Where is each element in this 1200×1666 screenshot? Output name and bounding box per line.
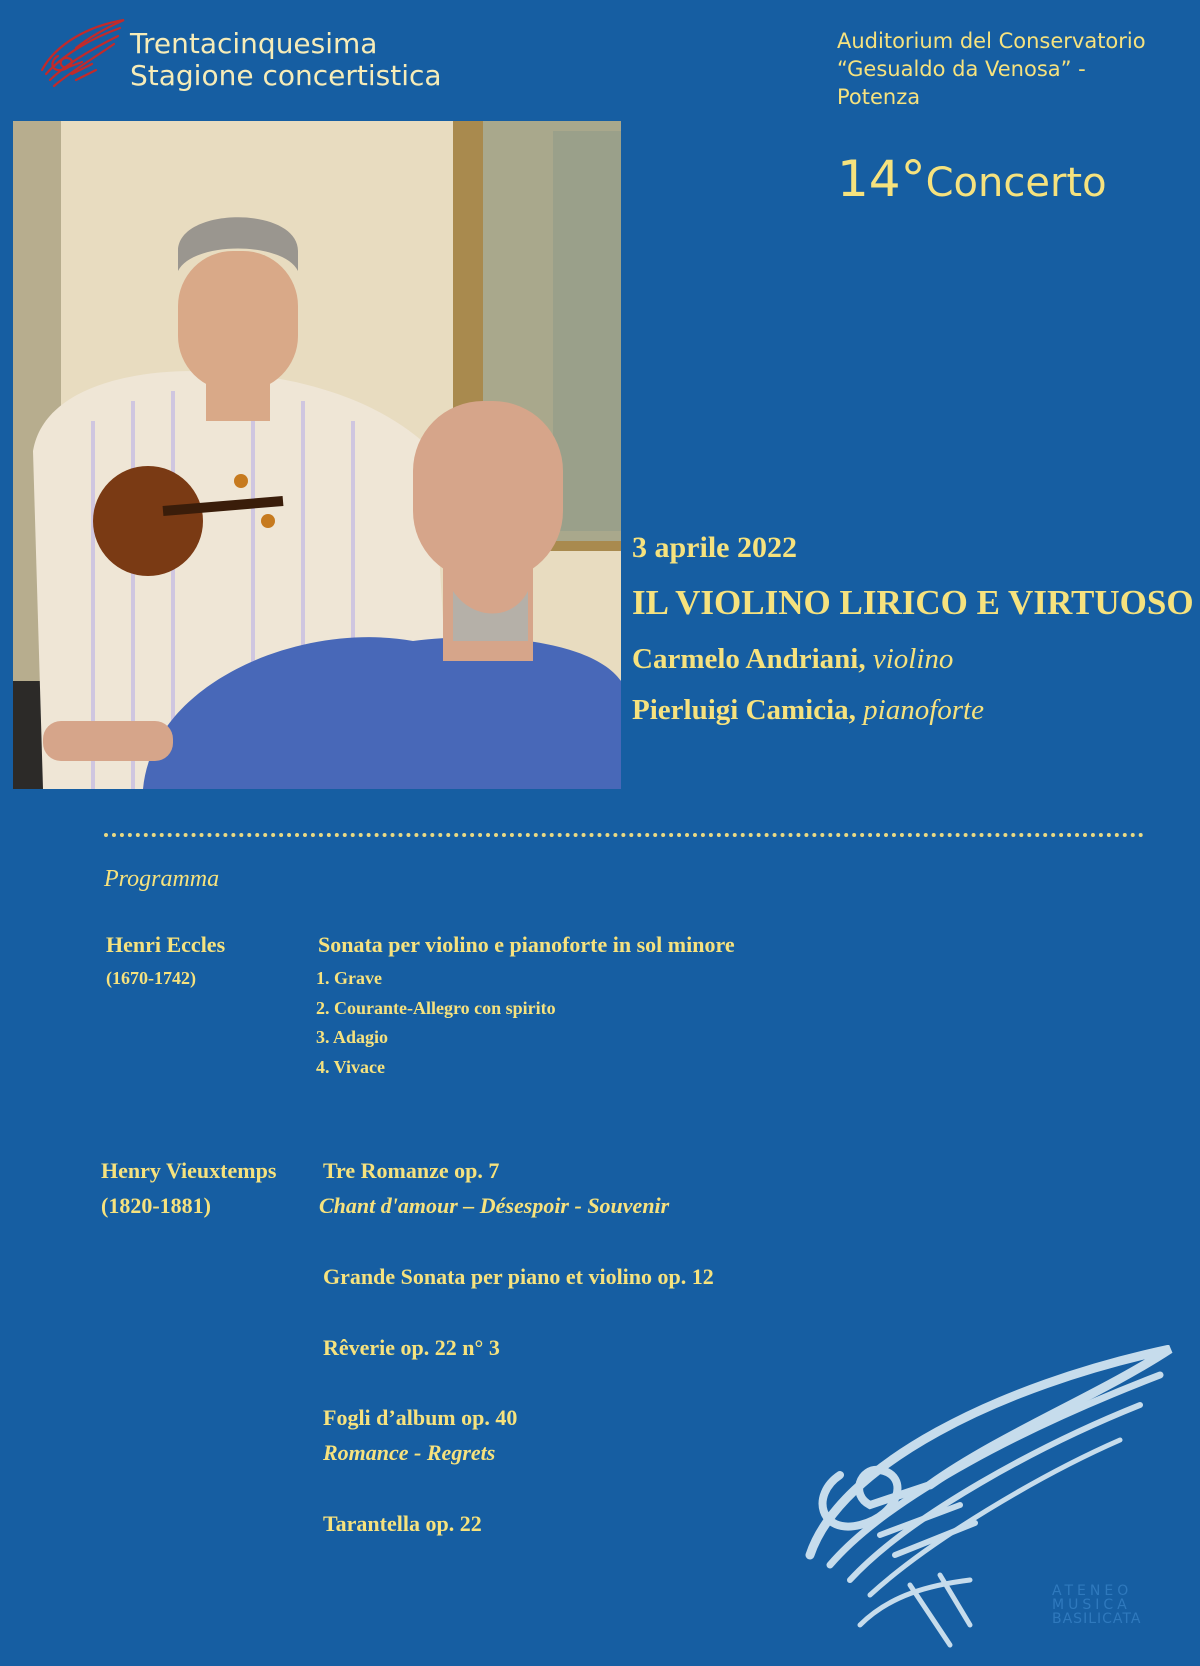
work-2-title: Grande Sonata per piano et violino op. 12 xyxy=(323,1264,714,1289)
season-title xyxy=(130,28,442,92)
season-line-2: Stagione concertistica xyxy=(130,59,442,92)
work-1-title: Tre Romanze op. 7 xyxy=(323,1158,500,1183)
composer-1-work: Sonata per violino e pianoforte in sol minore xyxy=(318,932,735,957)
ateneo-line-2: MUSICA xyxy=(1052,1597,1131,1613)
movement-3: 3. Adagio xyxy=(316,1027,389,1047)
work-4-subtitle: Romance - Regrets xyxy=(323,1440,496,1465)
work-4-title: Fogli d’album op. 40 xyxy=(323,1405,518,1430)
work-5-title: Tarantella op. 22 xyxy=(323,1511,482,1536)
concert-number-value: 14° xyxy=(837,150,926,208)
venue-line-3: Potenza xyxy=(837,85,921,109)
composer-2-years: (1820-1881) xyxy=(101,1193,211,1218)
composer-1-years: (1670-1742) xyxy=(106,968,196,988)
event-title: IL VIOLINO LIRICO E VIRTUOSO xyxy=(632,583,1194,622)
venue-line-2: “Gesualdo da Venosa” - xyxy=(837,57,1086,81)
dotted-divider xyxy=(104,833,1144,837)
ateneo-line-3: BASILICATA xyxy=(1052,1611,1142,1627)
venue xyxy=(837,27,1177,111)
work-3-title: Rêverie op. 22 n° 3 xyxy=(323,1335,500,1360)
event-date: 3 aprile 2022 xyxy=(632,531,797,564)
composer-2-name: Henry Vieuxtemps xyxy=(101,1158,277,1183)
performer-2 xyxy=(632,694,984,727)
movement-2: 2. Courante-Allegro con spirito xyxy=(316,998,556,1018)
performer-1 xyxy=(632,643,953,676)
performer-1-instrument: violino xyxy=(872,643,954,675)
concert-number xyxy=(837,150,1107,208)
program-label: Programma xyxy=(104,866,220,892)
season-line-1: Trentacinquesima xyxy=(130,27,378,60)
composer-1-name: Henri Eccles xyxy=(106,932,226,957)
ateneo-wordmark xyxy=(1052,1584,1142,1626)
musicians-photo xyxy=(13,121,621,789)
movement-1: 1. Grave xyxy=(316,968,382,988)
ateneo-line-1: ATENEO xyxy=(1052,1583,1133,1599)
work-1-subtitle: Chant d'amour – Désespoir - Souvenir xyxy=(319,1193,670,1218)
concert-number-label: Concerto xyxy=(925,160,1107,206)
performer-2-instrument: pianoforte xyxy=(863,694,984,726)
ateneo-logo-small xyxy=(36,14,128,94)
performer-2-name: Pierluigi Camicia, xyxy=(632,694,856,726)
venue-line-1: Auditorium del Conservatorio xyxy=(837,29,1146,53)
musicians-photo-illustration xyxy=(13,121,621,789)
movement-4: 4. Vivace xyxy=(316,1057,385,1077)
performer-1-name: Carmelo Andriani, xyxy=(632,643,866,675)
